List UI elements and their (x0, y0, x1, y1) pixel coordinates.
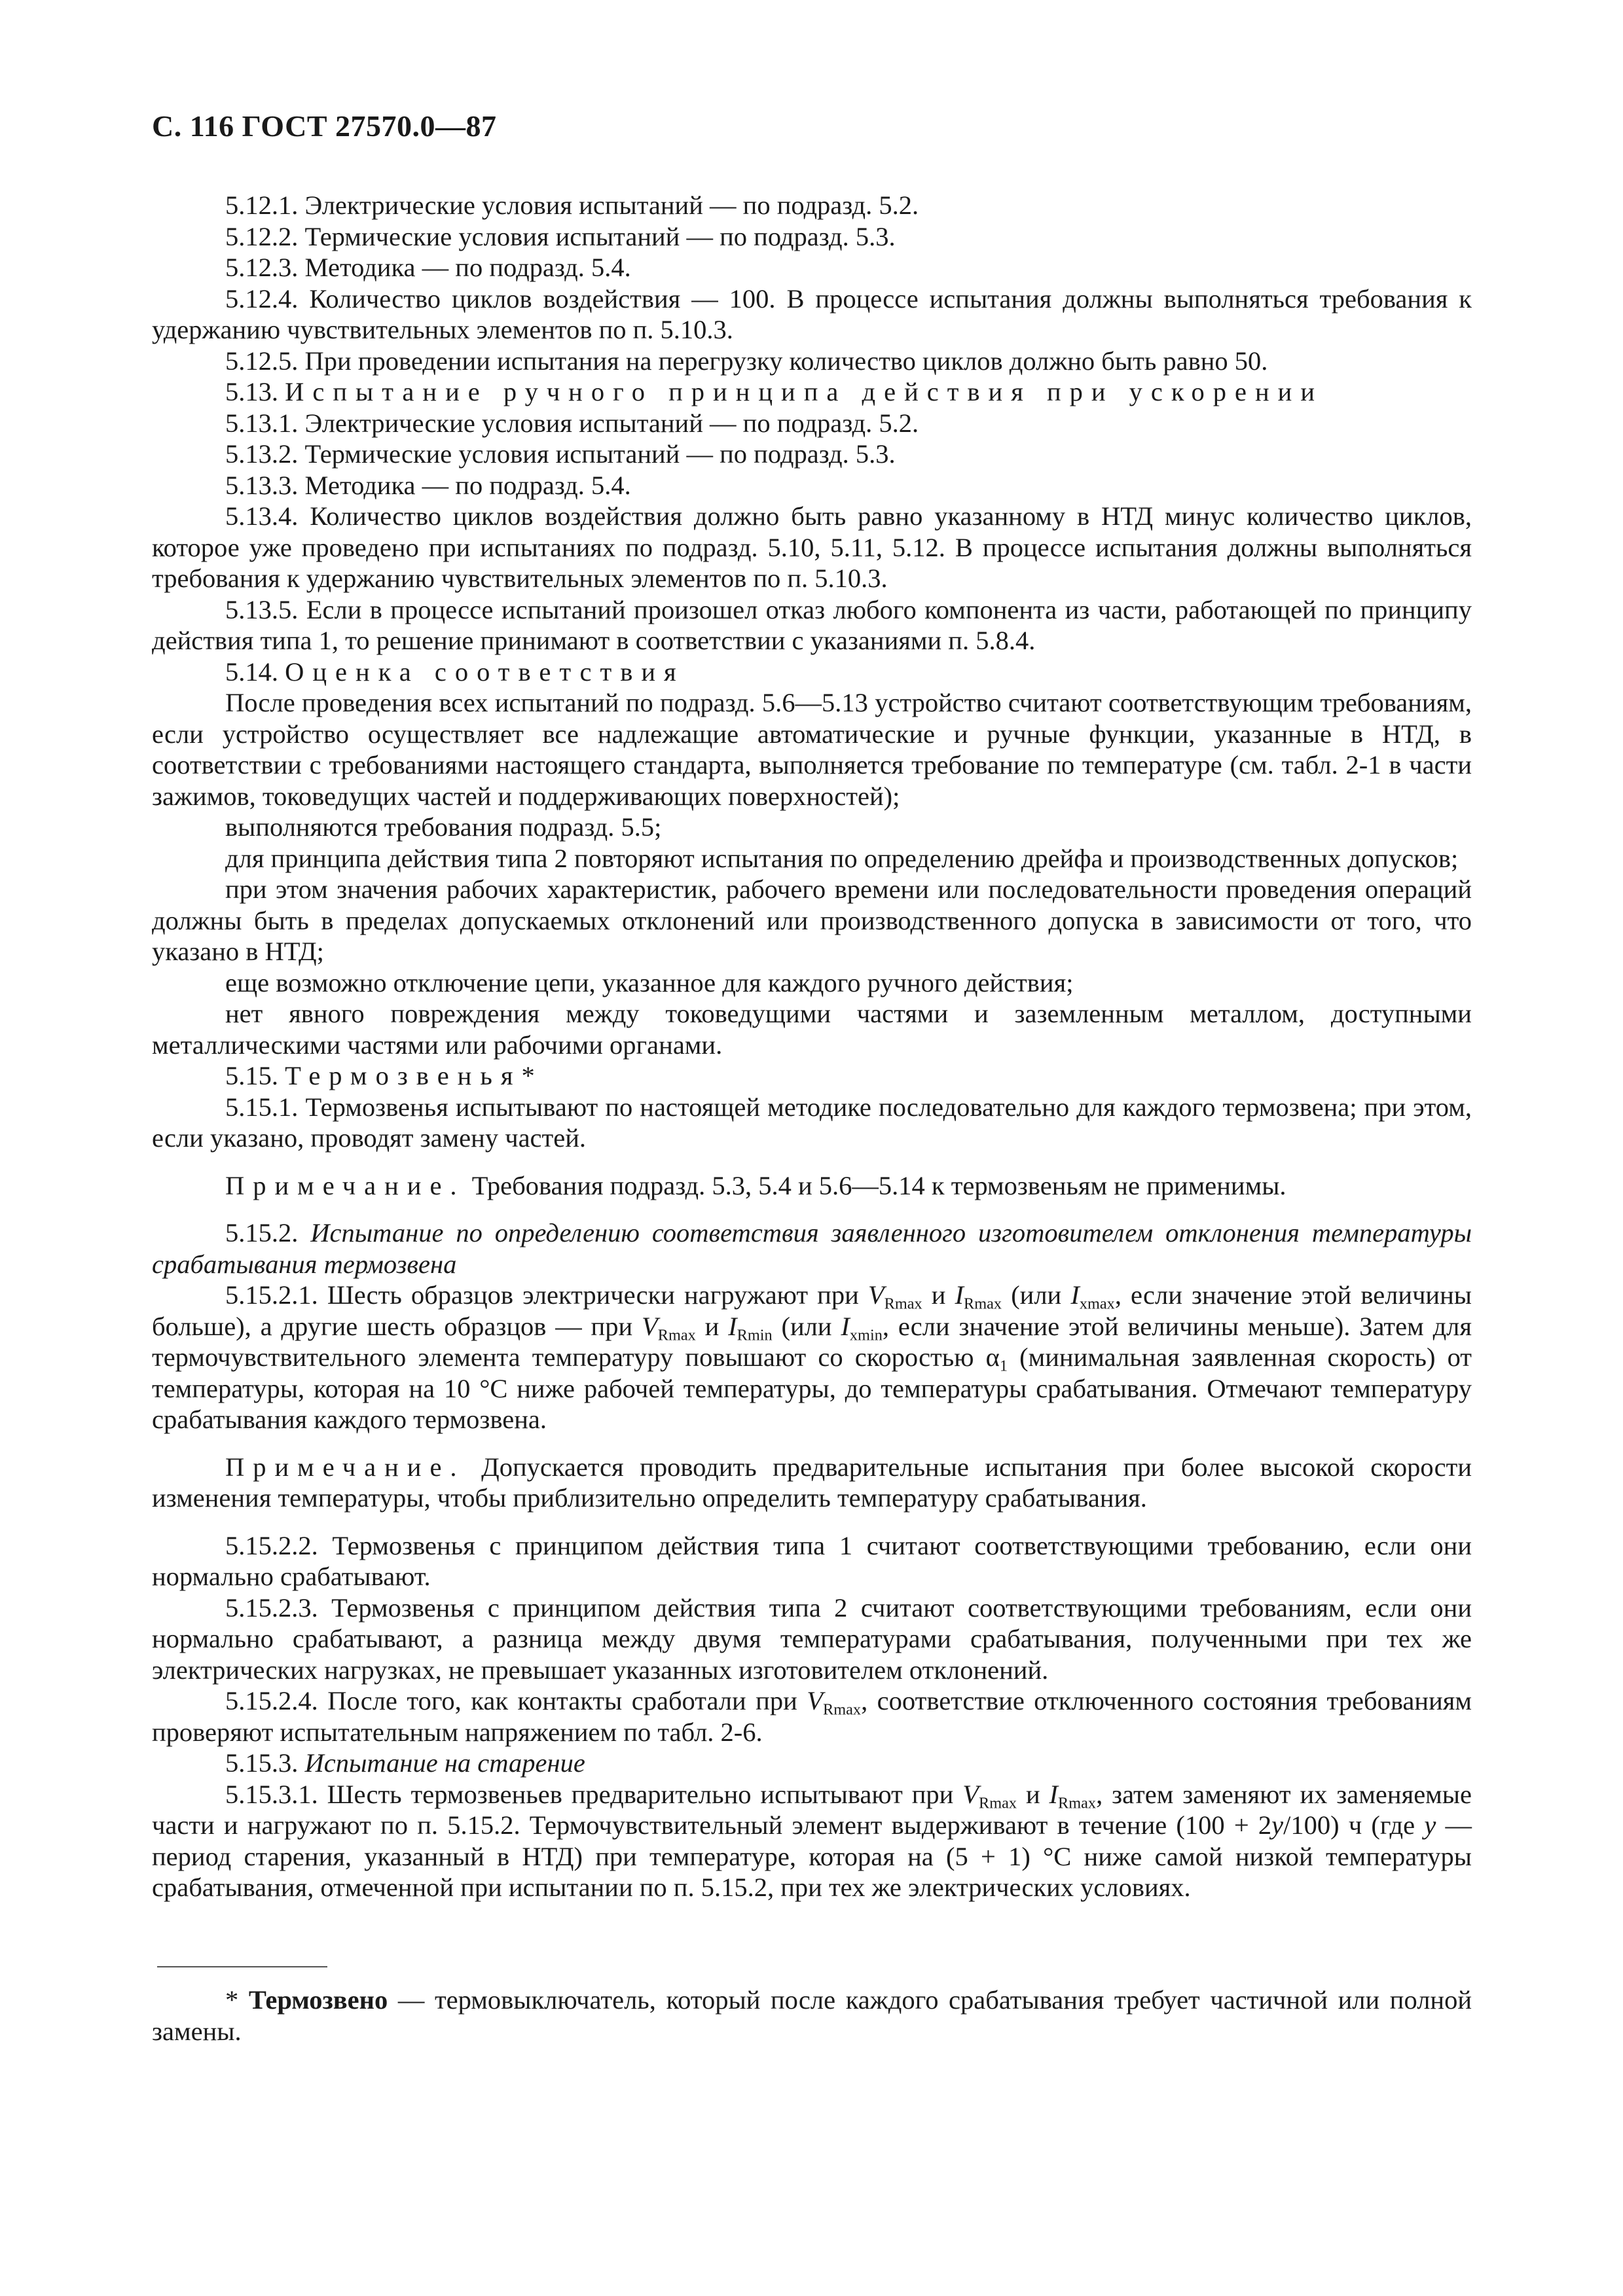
paragraph-5-15-2-1 (152, 1280, 1472, 1435)
text-run: 5.15.2.1. Шесть образцов электрически нагружают при (225, 1280, 868, 1310)
paragraph-5-14-d: при этом значения рабочих характеристик, рабочего времени или последовательности проведения операций должны быть в пределах допускаемых отклонений или производственного допуска в зависимости от того, что указано в НТД; (152, 874, 1472, 966)
symbol-y: y (1424, 1810, 1436, 1840)
section-number: 5.15.3. (225, 1748, 299, 1778)
symbol-v-rmax: $V_{Rmax}$ (642, 1311, 696, 1344)
paragraph-5-14-e: еще возможно отключение цепи, указанное для каждого ручного действия; (225, 967, 1074, 997)
text-run: /100) ч (где (1283, 1810, 1425, 1840)
paragraph-5-15-2-2: 5.15.2.2. Термозвенья с принципом действия типа 1 считают соответствующими требованию, если они нормально срабатывают. (152, 1530, 1472, 1591)
text-run: (или (1002, 1280, 1071, 1310)
paragraph-5-14-c: для принципа действия типа 2 повторяют испытания по определению дрейфа и производственных допусков; (225, 843, 1459, 873)
footnote-term: Термозвено (248, 1985, 388, 2015)
paragraph-5-13-5: 5.13.5. Если в процессе испытаний произошел отказ любого компонента из части, работающей по принципу действия типа 1, то решение принимают в соответствии с указаниями п. 5.8.4. (152, 594, 1472, 655)
text-run: — период старения, указанный в НТД) при температуре, которая на (5 + 1) °С ниже самой низкой температуры срабатывания, отмеченной при испытании по п. 5.15.2, при тех же электрических условиях. (152, 1810, 1472, 1902)
symbol-i-rmax: $I_{Rmax}$ (955, 1280, 1002, 1313)
paragraph-5-14-b: выполняются требования подразд. 5.5; (225, 812, 662, 842)
paragraph-5-12-2: 5.12.2. Термические условия испытаний — по подразд. 5.3. (225, 221, 896, 251)
section-number: 5.15. (225, 1061, 278, 1090)
paragraph-5-12-1: 5.12.1. Электрические условия испытаний — по подразд. 5.2. (225, 190, 919, 220)
text-run: , если значение этой величины больше), а другие шесть образцов — при (152, 1280, 1472, 1341)
paragraph-5-15-3-1 (152, 1779, 1472, 1903)
text-run: и (695, 1311, 729, 1341)
paragraph-5-15-2-4 (152, 1685, 1472, 1748)
section-title: Испытание ручного принципа действия при ускорении (285, 377, 1324, 406)
footnote-marker: * (225, 1985, 249, 2015)
paragraph-5-13-1: 5.13.1. Электрические условия испытаний — по подразд. 5.2. (225, 408, 919, 438)
section-5-15-2-heading (152, 1217, 1472, 1280)
text-run: и (922, 1280, 955, 1310)
page-header: С. 116 ГОСТ 27570.0—87 (152, 109, 497, 143)
symbol-i-xmin: $I_{xmin}$ (841, 1311, 883, 1344)
note-text: Допускается проводить предварительные испытания при более высокой скорости изменения температуры, чтобы приблизительно определить температуру срабатывания. (152, 1452, 1472, 1513)
section-5-13-heading (152, 376, 1472, 408)
note-text: Требования подразд. 5.3, 5.4 и 5.6—5.14 к термозвеньям не применимы. (465, 1170, 1286, 1200)
section-title: Испытание по определению соответствия заявленного изготовителем отклонения температуры срабатывания термозвена (152, 1218, 1472, 1279)
symbol-y: y (1271, 1810, 1284, 1840)
symbol-i-rmax: $I_{Rmax}$ (1049, 1779, 1097, 1812)
text-run: 5.15.3.1. Шесть термозвеньев предварительно испытывают при (225, 1779, 963, 1809)
section-title: Испытание на старение (304, 1748, 585, 1778)
paragraph-5-12-3: 5.12.3. Методика — по подразд. 5.4. (225, 253, 631, 282)
symbol-v-rmax: $V_{Rmax}$ (867, 1280, 922, 1313)
text-run: , если значение этой величины меньше). Затем для термочувствительного элемента температуру повышают со скоростью (152, 1311, 1472, 1372)
symbol-i-rmin: $I_{Rmin}$ (728, 1311, 773, 1344)
document-body (152, 190, 1472, 1903)
section-title: Термозвенья* (285, 1061, 543, 1090)
note-2 (152, 1452, 1472, 1514)
note-label: Примечание. (225, 1170, 465, 1200)
note-1 (152, 1170, 1472, 1202)
paragraph-5-13-3: 5.13.3. Методика — по подразд. 5.4. (225, 470, 631, 500)
note-label: Примечание. (225, 1452, 465, 1482)
paragraph-5-13-4: 5.13.4. Количество циклов воздействия должно быть равно указанному в НТД минус количество циклов, которое уже проведено при испытаниях по подразд. 5.10, 5.11, 5.12. В процессе испытания должны выполняться требования к удержанию чувствительных элементов по п. 5.10.3. (152, 501, 1472, 593)
symbol-v-rmax: $V_{Rmax}$ (807, 1686, 862, 1719)
paragraph-5-13-2: 5.13.2. Термические условия испытаний — по подразд. 5.3. (225, 439, 896, 469)
footnote-text: — термовыключатель, который после каждого срабатывания требует частичной или полной замены. (152, 1985, 1472, 2046)
section-5-14-heading (152, 656, 1472, 688)
text-run: , соответствие отключенного состояния требованиям проверяют испытательным напряжением по табл. 2-6. (152, 1686, 1472, 1747)
symbol-v-rmax: $V_{Rmax}$ (962, 1779, 1017, 1812)
text-run: 5.15.2.4. После того, как контакты сработали при (225, 1686, 807, 1715)
text-run: (или (772, 1311, 841, 1341)
section-number: 5.15.2. (225, 1218, 299, 1247)
footnote-divider (157, 1966, 327, 1967)
section-title: Оценка соответствия (285, 656, 685, 687)
footnote (152, 1984, 1472, 2047)
paragraph-5-12-5: 5.12.5. При проведении испытания на перегрузку количество циклов должно быть равно 50. (225, 346, 1268, 376)
paragraph-5-15-2-3: 5.15.2.3. Термозвенья с принципом действия типа 2 считают соответствующими требованиям, если они нормально срабатывают, а разница между двумя температурами срабатывания, полученными при тех же электрических нагрузках, не превышает указанных изготовителем отклонений. (152, 1592, 1472, 1685)
paragraph-5-15-1: 5.15.1. Термозвенья испытывают по настоящей методике последовательно для каждого термозвена; при этом, если указано, проводят замену частей. (152, 1092, 1472, 1153)
text-run: и (1017, 1779, 1049, 1809)
text-run: , затем заменяют их заменяемые части и нагружают по п. 5.15.2. Термочувствительный элемент выдерживают в течение (100 + 2 (152, 1779, 1472, 1840)
section-5-15-3-heading (152, 1748, 1472, 1779)
section-5-15-heading (152, 1060, 1472, 1092)
symbol-alpha-1: $\alpha_1$ (985, 1342, 1008, 1375)
section-number: 5.13. (225, 377, 278, 406)
symbol-i-xmax: $I_{xmax}$ (1070, 1280, 1115, 1313)
paragraph-5-14-a: После проведения всех испытаний по подразд. 5.6—5.13 устройство считают соответствующим требованиям, если устройство осуществляет все надлежащие автоматические и ручные функции, указанные в НТД, в соответствии с требованиями настоящего стандарта, выполняется требование по температуре (см. табл. 2-1 в части зажимов, токоведущих частей и поддерживающих поверхностей); (152, 688, 1472, 811)
paragraph-5-12-4: 5.12.4. Количество циклов воздействия — 100. В процессе испытания должны выполняться требования к удержанию чувствительных элементов по п. 5.10.3. (152, 283, 1472, 344)
section-number: 5.14. (225, 656, 278, 687)
text-run: (минимальная заявленная скорость) от температуры, которая на 10 °С ниже рабочей температуры, до температуры срабатывания. Отмечают температуру срабатывания каждого термозвена. (152, 1342, 1472, 1434)
paragraph-5-14-f: нет явного повреждения между токоведущими частями и заземленным металлом, доступными металлическими частями или рабочими органами. (152, 999, 1472, 1060)
